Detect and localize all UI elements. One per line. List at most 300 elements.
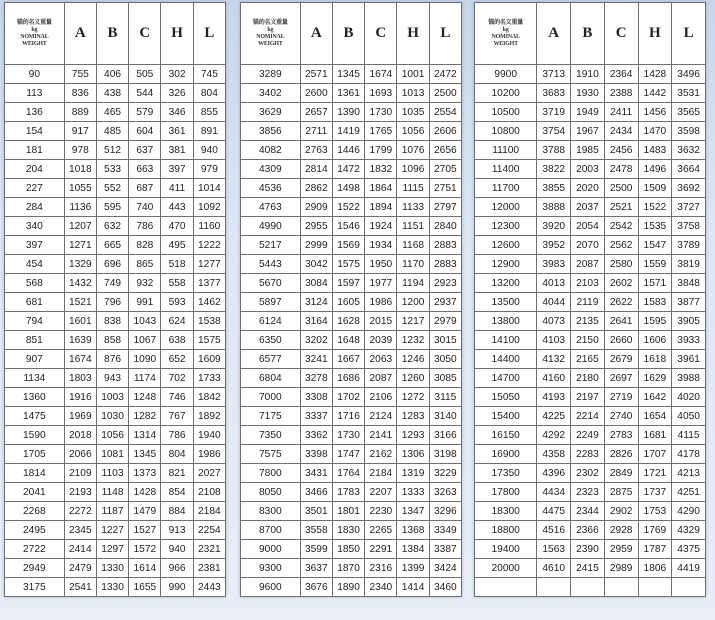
weight-cell: 1814 <box>5 464 65 483</box>
table-row <box>241 312 462 331</box>
dim-h-cell: 1013 <box>397 84 429 103</box>
table-row <box>241 350 462 369</box>
dim-l-cell: 4213 <box>672 464 706 483</box>
dim-a-cell: 889 <box>64 103 96 122</box>
dim-c-cell: 2719 <box>604 388 638 407</box>
col-header-l: L <box>193 3 225 65</box>
dim-l-cell: 2883 <box>429 236 461 255</box>
weight-cell: 9300 <box>241 559 301 578</box>
table-row <box>5 407 226 426</box>
nominal-label: NOMINAL <box>256 33 285 40</box>
table-row <box>475 445 706 464</box>
dim-c-cell: 2364 <box>604 65 638 84</box>
dim-h-cell: 1629 <box>638 369 672 388</box>
dim-l-cell: 2606 <box>429 122 461 141</box>
dim-l-cell: 3198 <box>429 445 461 464</box>
dim-c-cell: 1934 <box>365 236 397 255</box>
dim-b-cell: 696 <box>96 255 128 274</box>
dim-h-cell: 518 <box>161 255 193 274</box>
dim-l-cell: 1462 <box>193 293 225 312</box>
table-row <box>241 255 462 274</box>
dim-c-cell: 2622 <box>604 293 638 312</box>
unit-label: kg <box>502 26 509 33</box>
dim-c-cell: 2087 <box>365 369 397 388</box>
weight-cell: 2722 <box>5 540 65 559</box>
dim-l-cell: 3296 <box>429 502 461 521</box>
dim-b-cell: 465 <box>96 103 128 122</box>
weight-cell: 3289 <box>241 65 301 84</box>
dim-a-cell: 2018 <box>64 426 96 445</box>
dim-l-cell: 3905 <box>672 312 706 331</box>
dim-l-cell: 3819 <box>672 255 706 274</box>
dim-b-cell: 1783 <box>332 483 364 502</box>
dim-a-cell: 4358 <box>537 445 571 464</box>
weight-cell: 5897 <box>241 293 301 312</box>
dim-h-cell: 1333 <box>397 483 429 502</box>
table-row <box>241 236 462 255</box>
dim-c-cell: 2340 <box>365 578 397 597</box>
dim-l-cell: 2705 <box>429 160 461 179</box>
table-row <box>475 255 706 274</box>
dim-l-cell: 1377 <box>193 274 225 293</box>
dim-l-cell: 1609 <box>193 350 225 369</box>
dim-c-cell: 1090 <box>129 350 161 369</box>
table-row <box>475 65 706 84</box>
dim-a-cell: 2909 <box>300 198 332 217</box>
dim-b-cell: 2103 <box>571 274 605 293</box>
dim-a-cell: 1803 <box>64 369 96 388</box>
dim-l-cell <box>672 578 706 597</box>
col-header-b: B <box>332 3 364 65</box>
dim-h-cell: 1096 <box>397 160 429 179</box>
dim-l-cell: 1222 <box>193 236 225 255</box>
table-row <box>475 521 706 540</box>
dim-c-cell: 1924 <box>365 217 397 236</box>
dim-a-cell: 4434 <box>537 483 571 502</box>
dim-l-cell: 2500 <box>429 84 461 103</box>
weight-cell: 9900 <box>475 65 537 84</box>
dim-b-cell: 2415 <box>571 559 605 578</box>
weight-cell: 2949 <box>5 559 65 578</box>
dim-l-cell: 4329 <box>672 521 706 540</box>
dim-h-cell: 624 <box>161 312 193 331</box>
weight-cell: 10500 <box>475 103 537 122</box>
weight-cell: 4990 <box>241 217 301 236</box>
dim-c-cell: 786 <box>129 217 161 236</box>
dim-a-cell: 4225 <box>537 407 571 426</box>
dim-h-cell: 593 <box>161 293 193 312</box>
dim-l-cell: 1892 <box>193 407 225 426</box>
dim-b-cell: 1890 <box>332 578 364 597</box>
table-row <box>5 84 226 103</box>
dim-b-cell: 2020 <box>571 179 605 198</box>
dim-a-cell: 3599 <box>300 540 332 559</box>
col-header-a: A <box>64 3 96 65</box>
weight-cell: 681 <box>5 293 65 312</box>
dim-b-cell: 2135 <box>571 312 605 331</box>
nominal-weight-header <box>5 3 65 65</box>
dim-c-cell: 932 <box>129 274 161 293</box>
col-header-l: L <box>429 3 461 65</box>
dim-a-cell: 4193 <box>537 388 571 407</box>
weight-cell: 851 <box>5 331 65 350</box>
dim-b-cell: 1361 <box>332 84 364 103</box>
dim-b-cell: 1764 <box>332 464 364 483</box>
dim-c-cell: 544 <box>129 84 161 103</box>
dim-l-cell: 1940 <box>193 426 225 445</box>
weight-cell: 18300 <box>475 502 537 521</box>
dim-h-cell: 767 <box>161 407 193 426</box>
dim-c-cell: 2697 <box>604 369 638 388</box>
dim-a-cell <box>537 578 571 597</box>
dim-b-cell: 796 <box>96 293 128 312</box>
weight-cell: 2495 <box>5 521 65 540</box>
dim-c-cell: 2542 <box>604 217 638 236</box>
table-row <box>241 540 462 559</box>
dim-l-cell: 804 <box>193 84 225 103</box>
dim-b-cell: 2344 <box>571 502 605 521</box>
table-row <box>475 312 706 331</box>
dim-a-cell: 3241 <box>300 350 332 369</box>
weight-cell: 9000 <box>241 540 301 559</box>
dim-b-cell: 406 <box>96 65 128 84</box>
weight-cell: 14100 <box>475 331 537 350</box>
dim-b-cell: 1605 <box>332 293 364 312</box>
table-row <box>5 483 226 502</box>
dim-l-cell: 3496 <box>672 65 706 84</box>
dim-b-cell: 876 <box>96 350 128 369</box>
dim-c-cell: 2184 <box>365 464 397 483</box>
dim-h-cell: 746 <box>161 388 193 407</box>
dim-h-cell: 397 <box>161 160 193 179</box>
dim-l-cell: 3848 <box>672 274 706 293</box>
table-row <box>5 464 226 483</box>
dim-h-cell: 1606 <box>638 331 672 350</box>
dim-c-cell: 2015 <box>365 312 397 331</box>
dim-l-cell: 3758 <box>672 217 706 236</box>
dim-b-cell: 838 <box>96 312 128 331</box>
dim-c-cell: 2039 <box>365 331 397 350</box>
weight-cell: 3402 <box>241 84 301 103</box>
dim-c-cell: 2928 <box>604 521 638 540</box>
table-row <box>241 293 462 312</box>
dim-b-cell: 1575 <box>332 255 364 274</box>
dim-l-cell: 3115 <box>429 388 461 407</box>
dim-h-cell: 1056 <box>397 122 429 141</box>
dim-b-cell: 1522 <box>332 198 364 217</box>
dim-a-cell: 4292 <box>537 426 571 445</box>
table-row <box>475 160 706 179</box>
dim-c-cell: 1832 <box>365 160 397 179</box>
dim-l-cell: 2656 <box>429 141 461 160</box>
dim-c-cell: 2679 <box>604 350 638 369</box>
dim-c-cell: 2141 <box>365 426 397 445</box>
dim-l-cell: 4178 <box>672 445 706 464</box>
dim-h-cell: 1470 <box>638 122 672 141</box>
dim-c-cell: 2291 <box>365 540 397 559</box>
dim-h-cell: 326 <box>161 84 193 103</box>
dim-b-cell: 749 <box>96 274 128 293</box>
dim-h-cell: 1456 <box>638 103 672 122</box>
dim-a-cell: 1521 <box>64 293 96 312</box>
dim-c-cell: 2602 <box>604 274 638 293</box>
dim-l-cell: 1575 <box>193 331 225 350</box>
dim-h-cell: 1509 <box>638 179 672 198</box>
table-row <box>5 388 226 407</box>
table-row <box>475 388 706 407</box>
dim-l-cell: 2381 <box>193 559 225 578</box>
dim-h-cell: 1806 <box>638 559 672 578</box>
table-row <box>5 103 226 122</box>
dim-c-cell: 1950 <box>365 255 397 274</box>
weight-cell: 19400 <box>475 540 537 559</box>
table-row <box>241 160 462 179</box>
weight-cell: 11400 <box>475 160 537 179</box>
dim-b-cell: 1667 <box>332 350 364 369</box>
table-row <box>475 407 706 426</box>
dim-a-cell: 3719 <box>537 103 571 122</box>
dim-c-cell: 1282 <box>129 407 161 426</box>
weight-cell: 113 <box>5 84 65 103</box>
table-row <box>5 274 226 293</box>
weight-cell: 11100 <box>475 141 537 160</box>
col-header-a: A <box>537 3 571 65</box>
dim-a-cell: 1432 <box>64 274 96 293</box>
dim-b-cell: 1967 <box>571 122 605 141</box>
dim-h-cell: 1133 <box>397 198 429 217</box>
dim-a-cell: 3202 <box>300 331 332 350</box>
dim-c-cell: 1799 <box>365 141 397 160</box>
weight-cell: 181 <box>5 141 65 160</box>
col-header-a: A <box>300 3 332 65</box>
dim-c-cell: 2660 <box>604 331 638 350</box>
dim-l-cell: 1014 <box>193 179 225 198</box>
dim-a-cell: 4103 <box>537 331 571 350</box>
dim-h-cell: 1260 <box>397 369 429 388</box>
weight-cell: 227 <box>5 179 65 198</box>
table-row <box>5 521 226 540</box>
dim-a-cell: 2571 <box>300 65 332 84</box>
dim-h-cell: 1399 <box>397 559 429 578</box>
dim-l-cell: 2184 <box>193 502 225 521</box>
dim-b-cell: 2323 <box>571 483 605 502</box>
table-row <box>241 445 462 464</box>
dim-l-cell: 3598 <box>672 122 706 141</box>
dim-l-cell: 4251 <box>672 483 706 502</box>
dim-a-cell: 4396 <box>537 464 571 483</box>
dim-h-cell: 821 <box>161 464 193 483</box>
dim-l-cell: 4020 <box>672 388 706 407</box>
dim-a-cell: 1639 <box>64 331 96 350</box>
dim-c-cell: 1977 <box>365 274 397 293</box>
dim-l-cell: 2923 <box>429 274 461 293</box>
weight-cell: 15400 <box>475 407 537 426</box>
table-row <box>241 122 462 141</box>
table-row <box>241 65 462 84</box>
dim-h-cell: 1076 <box>397 141 429 160</box>
table-row <box>241 521 462 540</box>
weight-cell: 5443 <box>241 255 301 274</box>
table-row <box>241 407 462 426</box>
dim-l-cell: 2472 <box>429 65 461 84</box>
dim-h-cell: 1283 <box>397 407 429 426</box>
dim-h-cell: 1414 <box>397 578 429 597</box>
dim-b-cell: 1830 <box>332 521 364 540</box>
dim-l-cell: 2751 <box>429 179 461 198</box>
dim-l-cell: 940 <box>193 141 225 160</box>
dim-h-cell: 443 <box>161 198 193 217</box>
weight-cell: 154 <box>5 122 65 141</box>
table-row <box>241 331 462 350</box>
dim-h-cell: 1293 <box>397 426 429 445</box>
dim-a-cell: 2814 <box>300 160 332 179</box>
weight-cell: 20000 <box>475 559 537 578</box>
dim-b-cell: 1472 <box>332 160 364 179</box>
dim-l-cell: 3050 <box>429 350 461 369</box>
dim-a-cell: 3558 <box>300 521 332 540</box>
table-row <box>241 84 462 103</box>
dim-a-cell: 3855 <box>537 179 571 198</box>
dim-a-cell: 3337 <box>300 407 332 426</box>
weight-cell: 7350 <box>241 426 301 445</box>
dim-h-cell: 411 <box>161 179 193 198</box>
dim-b-cell: 595 <box>96 198 128 217</box>
dim-c-cell: 2826 <box>604 445 638 464</box>
table-row <box>241 179 462 198</box>
col-header-b: B <box>96 3 128 65</box>
dim-h-cell: 1787 <box>638 540 672 559</box>
table-row <box>241 578 462 597</box>
dim-h-cell: 884 <box>161 502 193 521</box>
table-row <box>241 369 462 388</box>
table-row <box>241 274 462 293</box>
weight-cell: 18800 <box>475 521 537 540</box>
dim-l-cell: 3988 <box>672 369 706 388</box>
dim-c-cell: 2265 <box>365 521 397 540</box>
dim-h-cell: 1618 <box>638 350 672 369</box>
dim-l-cell: 1842 <box>193 388 225 407</box>
dim-c-cell: 1572 <box>129 540 161 559</box>
dim-l-cell: 2979 <box>429 312 461 331</box>
dim-h-cell: 1654 <box>638 407 672 426</box>
dim-l-cell: 3632 <box>672 141 706 160</box>
dim-b-cell: 1103 <box>96 464 128 483</box>
dim-c-cell: 2162 <box>365 445 397 464</box>
dim-h-cell: 1194 <box>397 274 429 293</box>
dim-l-cell: 3933 <box>672 331 706 350</box>
dim-h-cell: 1246 <box>397 350 429 369</box>
dim-a-cell: 2862 <box>300 179 332 198</box>
table-row <box>475 141 706 160</box>
dim-c-cell: 2641 <box>604 312 638 331</box>
dim-b-cell: 2150 <box>571 331 605 350</box>
table-row <box>5 293 226 312</box>
dim-b-cell: 1056 <box>96 426 128 445</box>
dim-b-cell: 1569 <box>332 236 364 255</box>
dim-l-cell: 3015 <box>429 331 461 350</box>
dim-b-cell: 1546 <box>332 217 364 236</box>
dim-b-cell: 632 <box>96 217 128 236</box>
weight-cell: 2041 <box>5 483 65 502</box>
weight-cell: 14700 <box>475 369 537 388</box>
dim-l-cell: 3263 <box>429 483 461 502</box>
dim-a-cell: 3124 <box>300 293 332 312</box>
dim-a-cell: 3398 <box>300 445 332 464</box>
dim-h-cell: 1753 <box>638 502 672 521</box>
dim-a-cell: 4160 <box>537 369 571 388</box>
dim-b-cell: 1747 <box>332 445 364 464</box>
table-row <box>5 445 226 464</box>
dim-l-cell: 745 <box>193 65 225 84</box>
dim-c-cell: 1428 <box>129 483 161 502</box>
dim-h-cell: 361 <box>161 122 193 141</box>
table-row <box>5 160 226 179</box>
table-row <box>475 464 706 483</box>
dim-h-cell: 1522 <box>638 198 672 217</box>
table-row <box>475 350 706 369</box>
weight-cell: 1134 <box>5 369 65 388</box>
dim-h-cell: 1200 <box>397 293 429 312</box>
dim-c-cell: 1730 <box>365 103 397 122</box>
dim-b-cell: 2366 <box>571 521 605 540</box>
weight-cell: 16900 <box>475 445 537 464</box>
dim-a-cell: 3952 <box>537 236 571 255</box>
dim-b-cell: 2003 <box>571 160 605 179</box>
dim-h-cell: 1547 <box>638 236 672 255</box>
dim-c-cell: 1174 <box>129 369 161 388</box>
table-row <box>241 502 462 521</box>
dim-a-cell: 1674 <box>64 350 96 369</box>
weight-cell: 1475 <box>5 407 65 426</box>
dim-c-cell: 991 <box>129 293 161 312</box>
dim-h-cell: 1769 <box>638 521 672 540</box>
dim-b-cell: 1419 <box>332 122 364 141</box>
dim-l-cell: 3727 <box>672 198 706 217</box>
weight-cell: 284 <box>5 198 65 217</box>
dim-h-cell: 1583 <box>638 293 672 312</box>
dim-h-cell: 652 <box>161 350 193 369</box>
dim-a-cell: 3431 <box>300 464 332 483</box>
dim-c-cell: 1614 <box>129 559 161 578</box>
dim-a-cell: 1136 <box>64 198 96 217</box>
dim-h-cell: 1384 <box>397 540 429 559</box>
weight-cell: 340 <box>5 217 65 236</box>
dim-b-cell: 1330 <box>96 578 128 597</box>
dim-b-cell: 1390 <box>332 103 364 122</box>
dim-c-cell: 1043 <box>129 312 161 331</box>
dim-c-cell: 1373 <box>129 464 161 483</box>
dim-l-cell: 4375 <box>672 540 706 559</box>
dim-c-cell: 2478 <box>604 160 638 179</box>
weight-cn-label: 锚的名义重量 <box>16 19 52 26</box>
dim-b-cell: 1446 <box>332 141 364 160</box>
dim-l-cell: 2027 <box>193 464 225 483</box>
dim-a-cell: 1271 <box>64 236 96 255</box>
table-row <box>5 369 226 388</box>
weight-label: WEIGHT <box>22 40 47 47</box>
dim-l-cell: 1986 <box>193 445 225 464</box>
weight-cell: 7175 <box>241 407 301 426</box>
dim-c-cell: 2124 <box>365 407 397 426</box>
dim-a-cell: 1207 <box>64 217 96 236</box>
dim-c-cell: 2562 <box>604 236 638 255</box>
dim-h-cell: 1559 <box>638 255 672 274</box>
header-row <box>5 3 226 65</box>
weight-cell: 9600 <box>241 578 301 597</box>
dim-b-cell: 1345 <box>332 65 364 84</box>
weight-cell: 1360 <box>5 388 65 407</box>
dim-b-cell: 438 <box>96 84 128 103</box>
